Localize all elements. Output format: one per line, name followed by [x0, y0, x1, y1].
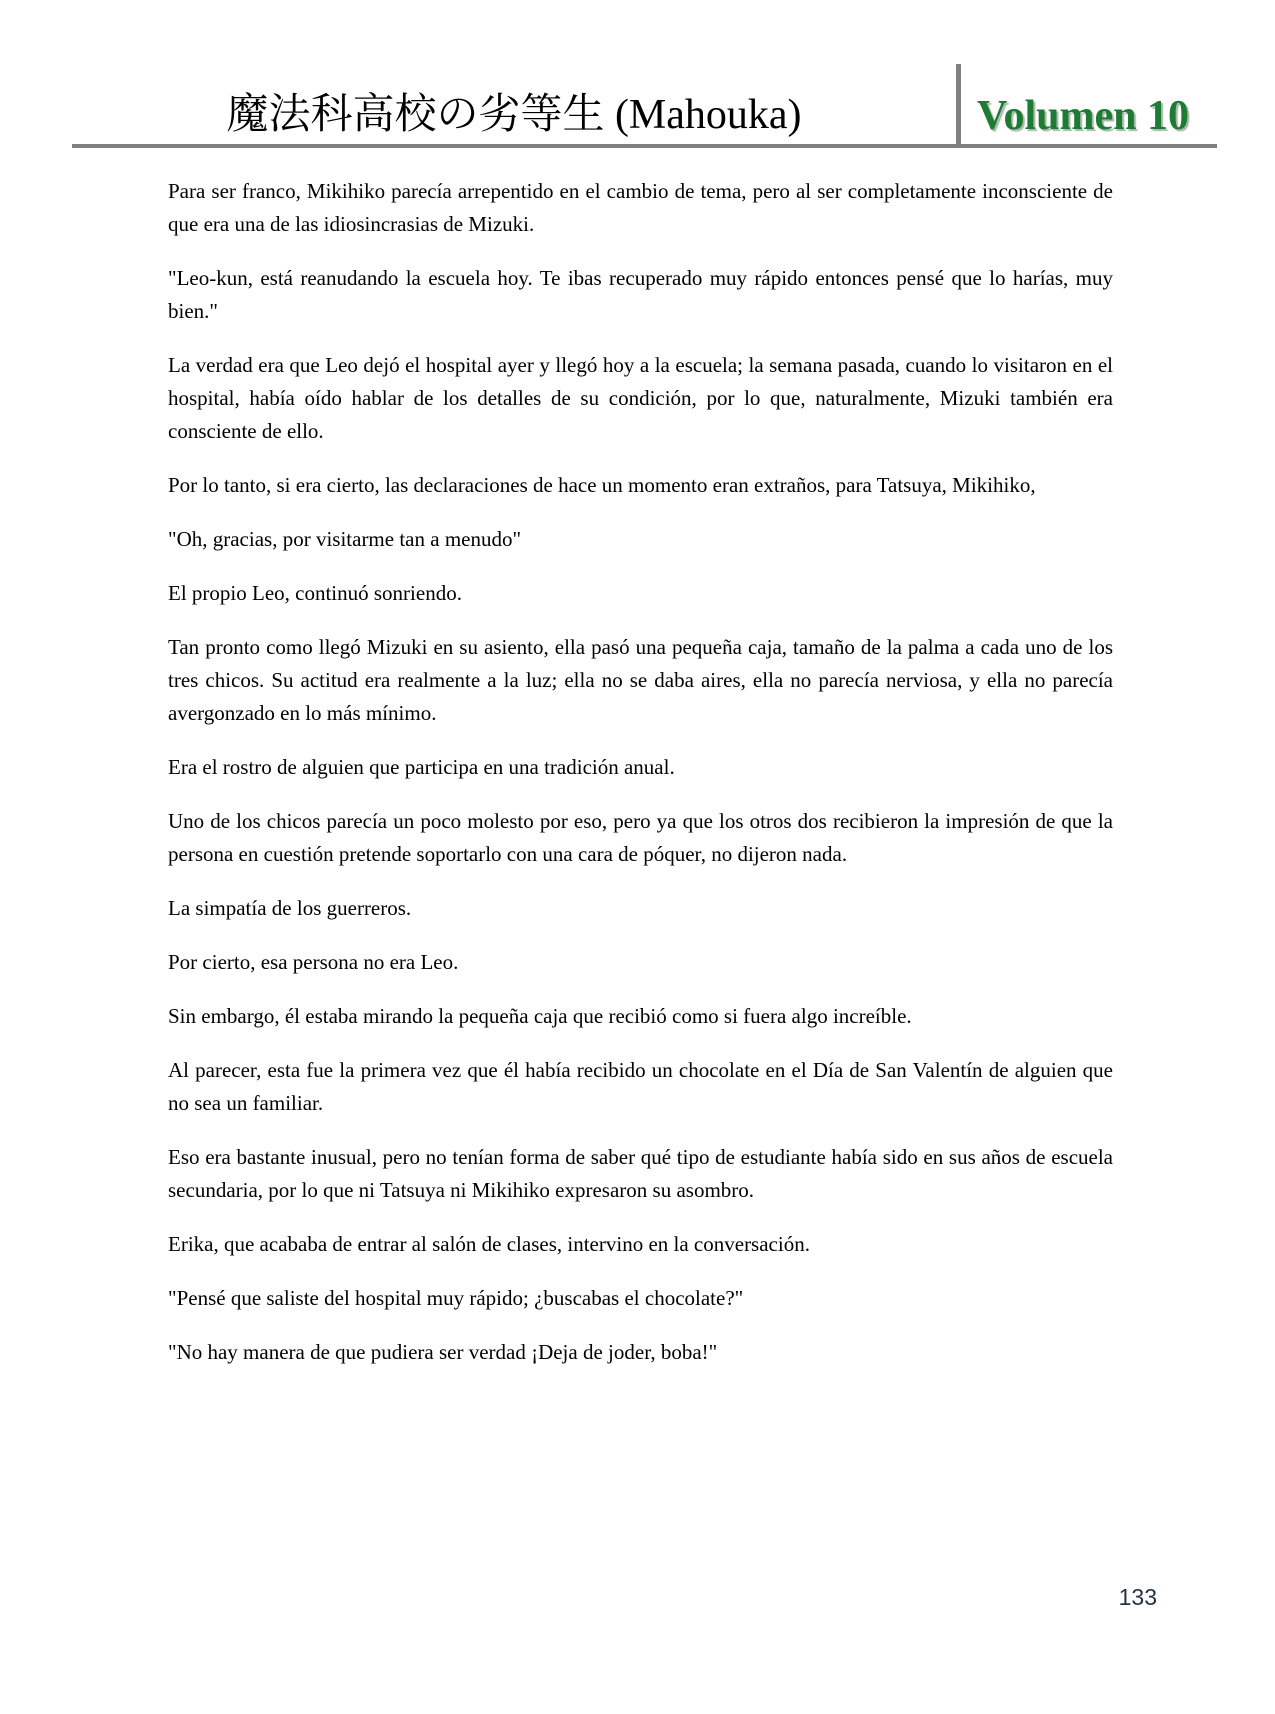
paragraph: Erika, que acababa de entrar al salón de clases, intervino en la conversación. [168, 1232, 810, 1256]
paragraph: "Oh, gracias, por visitarme tan a menudo" [168, 527, 522, 551]
page-header [0, 64, 1275, 148]
page-body [168, 175, 1113, 1369]
paragraph: Sin embargo, él estaba mirando la pequeña caja que recibió como si fuera algo increíble. [168, 1004, 912, 1028]
paragraph: "No hay manera de que pudiera ser verdad ¡Deja de joder, boba!" [168, 1340, 718, 1364]
header-row [72, 64, 1217, 144]
paragraph: Tan pronto como llegó Mizuki en su asiento, ella pasó una pequeña caja, tamaño de la palma a cada uno de los tres chicos. Su actitud era realmente a la luz; ella no se daba aires, ella no parecía nerviosa, y ella no parecía avergonzado en lo más mínimo. [168, 635, 1113, 725]
volume-label: Volumen 10 [977, 93, 1189, 139]
header-rule [72, 144, 1217, 148]
paragraph: Era el rostro de alguien que participa en una tradición anual. [168, 755, 675, 779]
paragraph: Uno de los chicos parecía un poco molesto por eso, pero ya que los otros dos recibieron la impresión de que la persona en cuestión pretende soportarlo con una cara de póquer, no dijeron nada. [168, 809, 1113, 866]
paragraph: Eso era bastante inusual, pero no tenían forma de saber qué tipo de estudiante había sido en sus años de escuela secundaria, por lo que ni Tatsuya ni Mikihiko expresaron su asombro. [168, 1145, 1113, 1202]
paragraph: La verdad era que Leo dejó el hospital ayer y llegó hoy a la escuela; la semana pasada, cuando lo visitaron en el hospital, había oído hablar de los detalles de su condición, por lo que, naturalmente, Mizuki también era consciente de ello. [168, 353, 1113, 443]
paragraph: "Pensé que saliste del hospital muy rápido; ¿buscabas el chocolate?" [168, 1286, 744, 1310]
paragraph: La simpatía de los guerreros. [168, 896, 412, 920]
paragraph: Al parecer, esta fue la primera vez que él había recibido un chocolate en el Día de San Valentín de alguien que no sea un familiar. [168, 1058, 1113, 1115]
paragraph: Por lo tanto, si era cierto, las declaraciones de hace un momento eran extraños, para Tatsuya, Mikihiko, [168, 473, 1036, 497]
book-title: 魔法科高校の劣等生 (Mahouka) [226, 91, 802, 138]
paragraph: Por cierto, esa persona no era Leo. [168, 950, 459, 974]
paragraph: "Leo-kun, está reanudando la escuela hoy. Te ibas recuperado muy rápido entonces pensé que lo harías, muy bien." [168, 266, 1113, 323]
page-number: 133 [1118, 1584, 1157, 1610]
paragraph: El propio Leo, continuó sonriendo. [168, 581, 462, 605]
paragraph: Para ser franco, Mikihiko parecía arrepentido en el cambio de tema, pero al ser completamente inconsciente de que era una de las idiosincrasias de Mizuki. [168, 179, 1113, 236]
header-divider-bar [956, 64, 961, 144]
